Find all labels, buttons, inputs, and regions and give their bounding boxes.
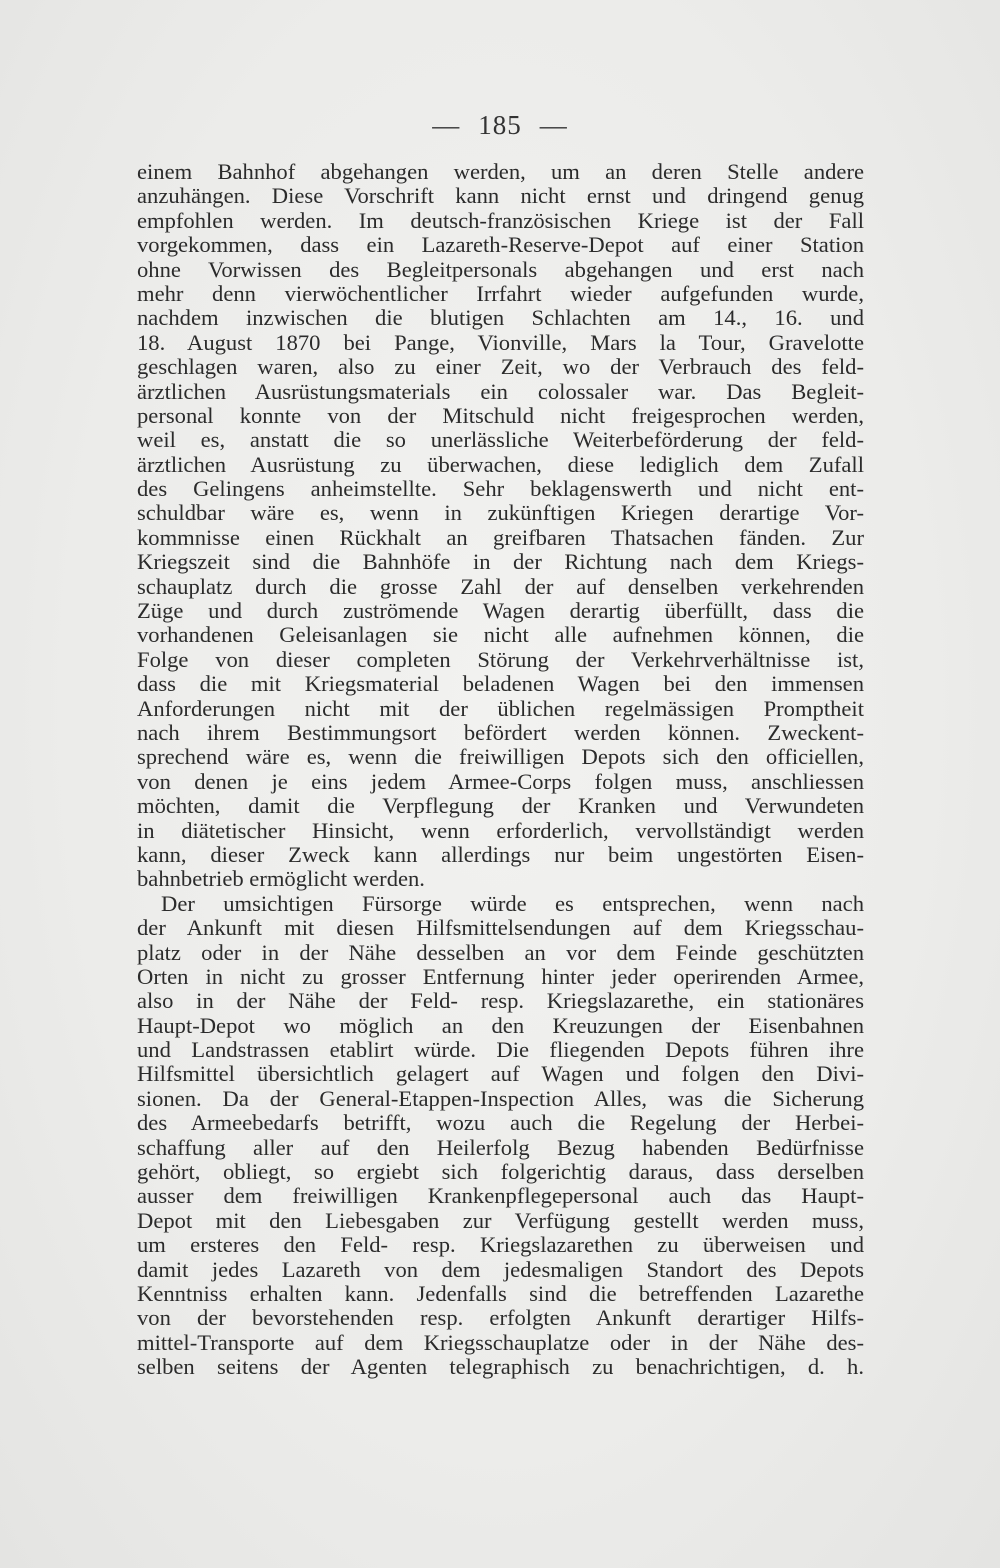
body-text: [137, 160, 864, 1380]
text-line: also in der Nähe der Feld- resp. Kriegslazarethe, ein stationäres: [137, 988, 864, 1014]
left-dash: —: [432, 110, 461, 140]
text-line: empfohlen werden. Im deutsch-französischen Kriege ist der Fall: [137, 207, 864, 233]
text-line: nachdem inzwischen die blutigen Schlachten am 14., 16. und: [137, 305, 864, 331]
text-line: 18. August 1870 bei Pange, Vionville, Mars la Tour, Gravelotte: [137, 329, 864, 355]
text-line: Folge von dieser completen Störung der Verkehrverhältnisse ist,: [137, 646, 864, 672]
text-line: Kriegszeit sind die Bahnhöfe in der Richtung nach dem Kriegs-: [137, 549, 864, 575]
text-line: platz oder in der Nähe desselben an vor dem Feinde geschützten: [137, 939, 864, 965]
text-line: weil es, anstatt die so unerlässliche Weiterbeförderung der feld-: [137, 427, 864, 453]
text-line: schuldbar wäre es, wenn in zukünftigen Kriegen derartige Vor-: [137, 500, 864, 526]
text-line: kann, dieser Zweck kann allerdings nur beim ungestörten Eisen-: [137, 841, 864, 867]
text-line: Hilfsmittel übersichtlich gelagert auf Wagen und folgen den Divi-: [137, 1061, 864, 1087]
text-line: mehr denn vierwöchentlicher Irrfahrt wieder aufgefunden wurde,: [137, 280, 864, 306]
text-line: gehört, obliegt, so ergiebt sich folgerichtig daraus, dass derselben: [137, 1159, 864, 1185]
text-line: möchten, damit die Verpflegung der Kranken und Verwundeten: [137, 793, 864, 819]
text-line: des Armeebedarfs betrifft, wozu auch die Regelung der Herbei-: [137, 1110, 864, 1136]
text-line: des Gelingens anheimstellte. Sehr beklagenswerth und nicht ent-: [137, 476, 864, 502]
text-line: kommnisse einen Rückhalt an greifbaren Thatsachen fänden. Zur: [137, 524, 864, 550]
text-line: Haupt-Depot wo möglich an den Kreuzungen der Eisenbahnen: [137, 1012, 864, 1038]
text-line: personal konnte von der Mitschuld nicht freigesprochen werden,: [137, 402, 864, 428]
text-line: der Ankunft mit diesen Hilfsmittelsendungen auf dem Kriegsschau-: [137, 915, 864, 941]
text-line: Züge und durch zuströmende Wagen derartig überfüllt, dass die: [137, 598, 864, 624]
text-line: von denen je eins jedem Armee-Corps folgen muss, anschliessen: [137, 768, 864, 794]
text-line: ausser dem freiwilligen Krankenpflegepersonal auch das Haupt-: [137, 1183, 864, 1209]
text-line: selben seitens der Agenten telegraphisch zu benachrichtigen, d. h.: [137, 1354, 864, 1380]
text-line: vorgekommen, dass ein Lazareth-Reserve-Depot auf einer Station: [137, 232, 864, 258]
text-line: Anforderungen nicht mit der üblichen regelmässigen Promptheit: [137, 695, 864, 721]
text-line: ärztlichen Ausrüstungsmaterials ein colossaler war. Das Begleit-: [137, 378, 864, 404]
text-line: von der bevorstehenden resp. erfolgten Ankunft derartiger Hilfs-: [137, 1305, 864, 1331]
text-line: vorhandenen Geleisanlagen sie nicht alle aufnehmen können, die: [137, 622, 864, 648]
text-line: in diätetischer Hinsicht, wenn erforderlich, vervollständigt werden: [137, 817, 864, 843]
text-line: sprechend wäre es, wenn die freiwilligen Depots sich den officiellen,: [137, 744, 864, 770]
text-line: Depot mit den Liebesgaben zur Verfügung gestellt werden muss,: [137, 1207, 864, 1233]
text-line: ohne Vorwissen des Begleitpersonals abgehangen und erst nach: [137, 256, 864, 282]
text-line: anzuhängen. Diese Vorschrift kann nicht ernst und dringend genug: [137, 183, 864, 209]
text-line: Kenntniss erhalten kann. Jedenfalls sind die betreffenden Lazarethe: [137, 1280, 864, 1306]
text-line: und Landstrassen etablirt würde. Die fliegenden Depots führen ihre: [137, 1037, 864, 1063]
text-line: dass die mit Kriegsmaterial beladenen Wagen bei den immensen: [137, 671, 864, 697]
text-line: geschlagen waren, also zu einer Zeit, wo der Verbrauch des feld-: [137, 354, 864, 380]
text-line: damit jedes Lazareth von dem jedesmaligen Standort des Depots: [137, 1256, 864, 1282]
text-line: um ersteres den Feld- resp. Kriegslazarethen zu überweisen und: [137, 1232, 864, 1258]
text-line: Orten in nicht zu grosser Entfernung hinter jeder operirenden Armee,: [137, 963, 864, 989]
text-line: einem Bahnhof abgehangen werden, um an deren Stelle andere: [137, 159, 864, 184]
right-dash: —: [539, 110, 568, 140]
text-line: nach ihrem Bestimmungsort befördert werden können. Zweckent-: [137, 719, 864, 745]
text-line: bahnbetrieb ermöglicht werden.: [137, 866, 425, 892]
text-line: mittel-Transporte auf dem Kriegsschauplatze oder in der Nähe des-: [137, 1329, 864, 1355]
page-number: 185: [478, 110, 522, 140]
text-line: sionen. Da der General-Etappen-Inspection Alles, was die Sicherung: [137, 1085, 864, 1111]
text-line: ärztlichen Ausrüstung zu überwachen, diese lediglich dem Zufall: [137, 451, 864, 477]
page-number-header: [0, 110, 1000, 141]
text-line: schauplatz durch die grosse Zahl der auf denselben verkehrenden: [137, 573, 864, 599]
paragraph-start-line: Der umsichtigen Fürsorge würde es entsprechen, wenn nach: [161, 890, 864, 916]
text-line: schaffung aller auf den Heilerfolg Bezug habenden Bedürfnisse: [137, 1134, 864, 1160]
